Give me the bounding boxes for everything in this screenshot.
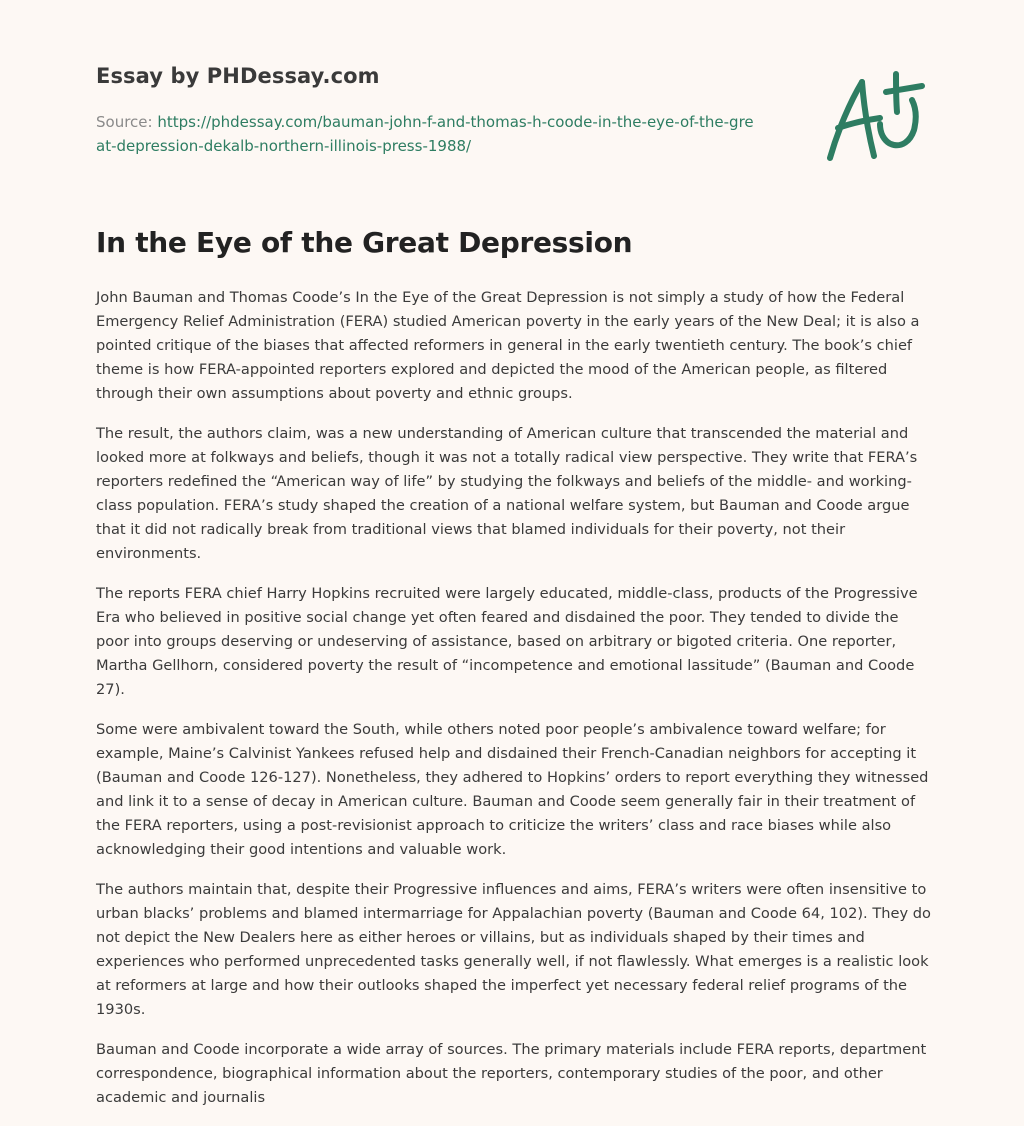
essay-paragraph: Some were ambivalent toward the South, while others noted poor people’s ambivalence toward welfare; for example, Maine’s Calvinist Yankees refused help and disdained their French-Canadian neighbors for accepting it (Bauman and Coode 126-127). Nonetheless, they adhered to Hopkins’ orders to report everything they witnessed and link it to a sense of decay in American culture. Bauman and Coode seem generally fair in their treatment of the FERA reporters, using a post-revisionist approach to criticize the writers’ class and race biases while also acknowledging their good intentions and valuable work.	[96, 721, 929, 858]
source-link[interactable]: https://phdessay.com/bauman-john-f-and-thomas-h-coode-in-the-eye-of-the-great-depression-dekalb-northern-illinois-press-1988/	[96, 113, 754, 155]
a-plus-logo-icon	[818, 68, 928, 168]
source-line	[96, 110, 756, 158]
source-label: Source:	[96, 113, 153, 131]
essay-paragraph: Bauman and Coode incorporate a wide array of sources. The primary materials include FERA reports, department correspondence, biographical information about the reporters, contemporary studies of the poor, and other academic and journalis	[96, 1041, 927, 1106]
essay-paragraph: John Bauman and Thomas Coode’s In the Eye of the Great Depression is not simply a study of how the Federal Emergency Relief Administration (FERA) studied American poverty in the early years of the New Deal; it is also a pointed critique of the biases that affected reformers in general in the early twentieth century. The book’s chief theme is how FERA-appointed reporters explored and depicted the mood of the American people, as filtered through their own assumptions about poverty and ethnic groups.	[96, 289, 920, 402]
essay-title: In the Eye of the Great Depression	[96, 226, 633, 259]
essay-paragraph: The result, the authors claim, was a new understanding of American culture that transcended the material and looked more at folkways and beliefs, though it was not a totally radical view perspective. They write that FERA’s reporters redefined the “American way of life” by studying the folkways and beliefs of the middle- and working-class population. FERA’s study shaped the creation of a national welfare system, but Bauman and Coode argue that it did not radically break from traditional views that blamed individuals for their poverty, not their environments.	[96, 425, 918, 562]
essay-paragraph: The reports FERA chief Harry Hopkins recruited were largely educated, middle-class, products of the Progressive Era who believed in positive social change yet often feared and disdained the poor. They tended to divide the poor into groups deserving or undeserving of assistance, based on arbitrary or bigoted criteria. One reporter, Martha Gellhorn, considered poverty the result of “incompetence and emotional lassitude” (Bauman and Coode 27).	[96, 585, 918, 698]
essay-paragraph: The authors maintain that, despite their Progressive influences and aims, FERA’s writers were often insensitive to urban blacks’ problems and blamed intermarriage for Appalachian poverty (Bauman and Coode 64, 102). They do not depict the New Dealers here as either heroes or villains, but as individuals shaped by their times and experiences who performed unprecedented tasks generally well, if not flawlessly. What emerges is a realistic look at reformers at large and how their outlooks shaped the imperfect yet necessary federal relief programs of the 1930s.	[96, 881, 931, 1018]
site-title: Essay by PHDessay.com	[96, 64, 380, 88]
essay-body	[96, 286, 932, 1126]
